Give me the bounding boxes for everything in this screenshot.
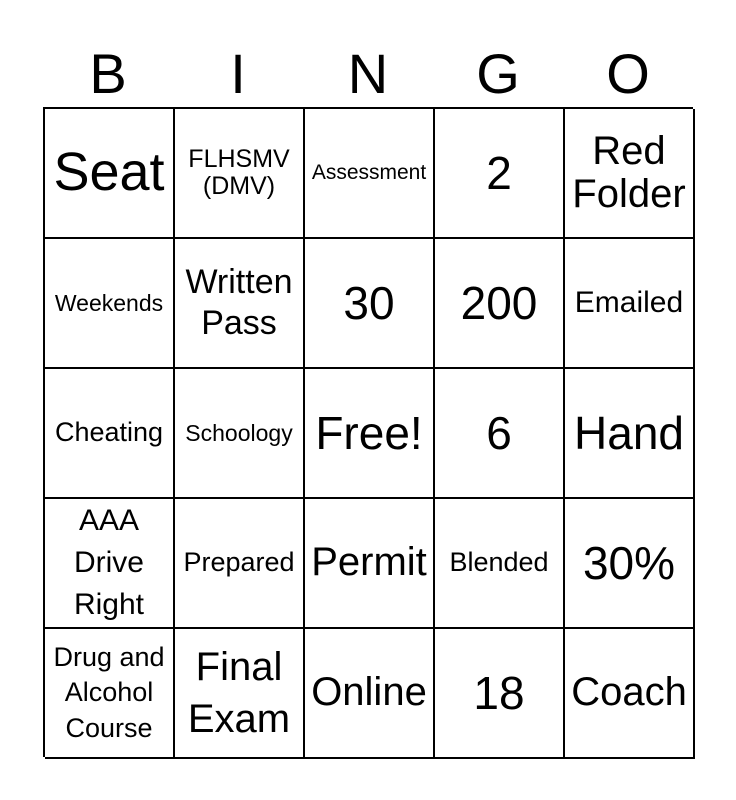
- bingo-cell[interactable]: Permit: [305, 499, 435, 629]
- bingo-cell[interactable]: FLHSMV (DMV): [175, 109, 305, 239]
- header-letter-o: O: [606, 42, 650, 105]
- bingo-cell[interactable]: Red Folder: [565, 109, 695, 239]
- bingo-card: [43, 107, 693, 757]
- bingo-cell[interactable]: Hand: [565, 369, 695, 499]
- bingo-cell[interactable]: Online: [305, 629, 435, 759]
- bingo-cell[interactable]: Final Exam: [175, 629, 305, 759]
- bingo-cell[interactable]: 18: [435, 629, 565, 759]
- bingo-cell[interactable]: Seat: [45, 109, 175, 239]
- bingo-cell[interactable]: Drug and Alcohol Course: [45, 629, 175, 759]
- bingo-cell[interactable]: Prepared: [175, 499, 305, 629]
- header-letter-g: G: [476, 42, 520, 105]
- bingo-cell[interactable]: Written Pass: [175, 239, 305, 369]
- bingo-cell[interactable]: 30%: [565, 499, 695, 629]
- bingo-cell[interactable]: Weekends: [45, 239, 175, 369]
- bingo-cell[interactable]: Free!: [305, 369, 435, 499]
- bingo-cell[interactable]: Schoology: [175, 369, 305, 499]
- header-letter-n: N: [347, 42, 389, 105]
- bingo-cell[interactable]: 30: [305, 239, 435, 369]
- bingo-cell[interactable]: Emailed: [565, 239, 695, 369]
- bingo-header: [43, 42, 693, 106]
- bingo-cell[interactable]: Blended: [435, 499, 565, 629]
- bingo-cell[interactable]: 200: [435, 239, 565, 369]
- bingo-cell[interactable]: 6: [435, 369, 565, 499]
- bingo-cell[interactable]: AAA Drive Right: [45, 499, 175, 629]
- bingo-cell[interactable]: 2: [435, 109, 565, 239]
- header-letter-i: I: [230, 42, 246, 105]
- bingo-cell[interactable]: Assessment: [305, 109, 435, 239]
- bingo-cell[interactable]: Coach: [565, 629, 695, 759]
- bingo-cell[interactable]: Cheating: [45, 369, 175, 499]
- header-letter-b: B: [89, 42, 127, 105]
